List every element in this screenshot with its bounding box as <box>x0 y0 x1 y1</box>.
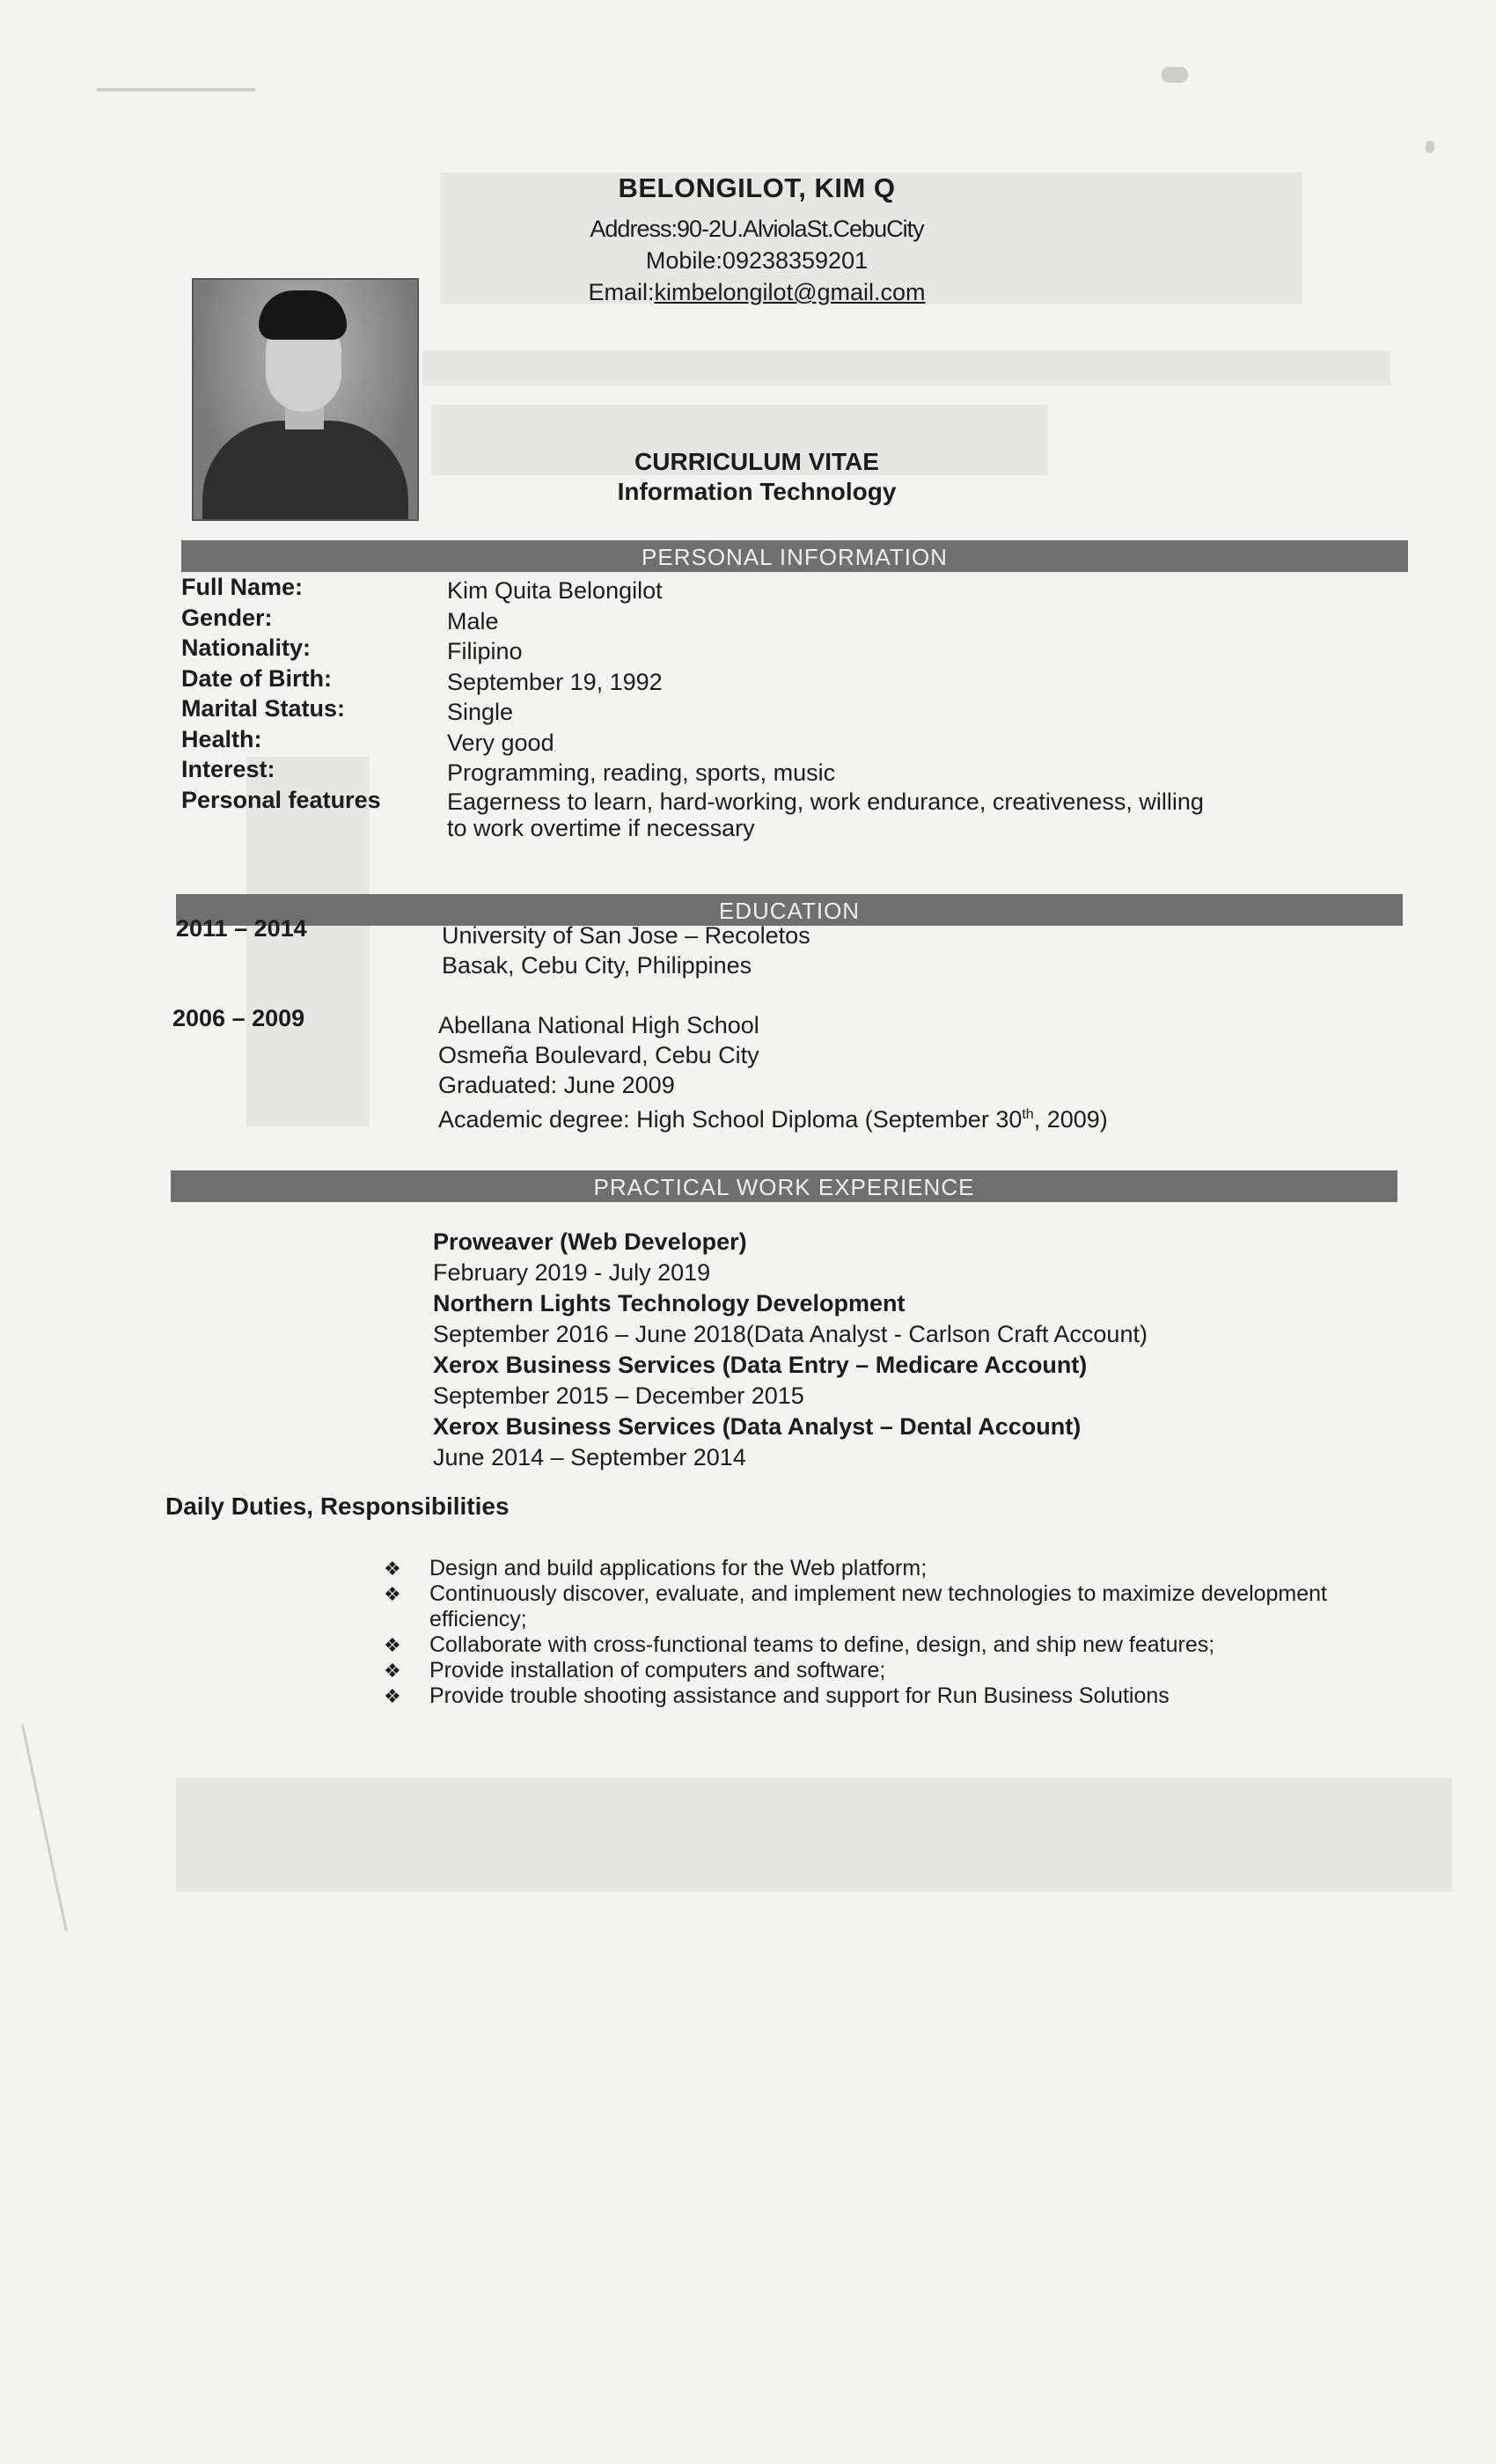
mobile-line: Mobile:09238359201 <box>645 247 869 274</box>
edu-years-university: 2011 – 2014 <box>176 915 307 942</box>
edu-school-name: Abellana National High School <box>438 1012 759 1038</box>
diamond-bullet-icon: ❖ <box>384 1583 401 1605</box>
cv-subtitle-line: Information Technology <box>617 478 897 505</box>
value-features-line2: to work overtime if necessary <box>447 814 755 841</box>
duty-item: ❖ Provide trouble shooting assistance and support for Run Business Solutions <box>384 1683 1170 1708</box>
applicant-name: BELONGILOT, KIM Q <box>618 172 896 203</box>
label-nationality: Nationality: <box>181 634 312 661</box>
duties-list <box>384 1556 1334 1709</box>
duties-title: Daily Duties, Responsibilities <box>165 1492 510 1520</box>
label-personal-features: Personal features <box>181 786 381 813</box>
section-band-education: EDUCATION <box>176 894 1403 926</box>
value-full-name: Kim Quita Belongilot <box>447 577 663 604</box>
duty-item: ❖ Collaborate with cross-functional teams to define, design, and ship new features; <box>384 1632 1215 1657</box>
edu-entry-highschool <box>438 1010 1108 1134</box>
duty-item: ❖ Design and build applications for the Web platform; <box>384 1556 928 1580</box>
email-line <box>493 276 1021 308</box>
section-band-work: PRACTICAL WORK EXPERIENCE <box>171 1170 1397 1202</box>
diamond-bullet-icon: ❖ <box>384 1634 401 1656</box>
edu-school-name: University of San Jose – Recoletos <box>442 922 810 949</box>
value-date-of-birth: September 19, 1992 <box>447 668 663 695</box>
email-link[interactable]: kimbelongilot@gmail.com <box>654 279 926 305</box>
label-marital-status: Marital Status: <box>181 695 346 722</box>
work-experience-list <box>433 1227 1148 1473</box>
edu-school-address: Basak, Cebu City, Philippines <box>442 952 752 979</box>
edu-years-highschool: 2006 – 2009 <box>172 1005 305 1031</box>
edu-entry-university <box>442 920 810 980</box>
work-company: Proweaver (Web Developer) <box>433 1228 747 1255</box>
cv-title-line: CURRICULUM VITAE <box>634 448 879 475</box>
work-company: Xerox Business Services (Data Analyst – Dental Account) <box>433 1413 1082 1440</box>
diamond-bullet-icon: ❖ <box>384 1685 401 1707</box>
work-company: Xerox Business Services (Data Entry – Medicare Account) <box>433 1352 1088 1378</box>
section-band-personal: PERSONAL INFORMATION <box>181 540 1408 572</box>
label-gender: Gender: <box>181 604 273 631</box>
edu-degree: Academic degree: High School Diploma (September 30th, 2009) <box>438 1106 1108 1133</box>
label-health: Health: <box>181 725 262 752</box>
value-gender: Male <box>447 607 499 634</box>
work-dates: September 2015 – December 2015 <box>433 1382 804 1409</box>
edu-school-address: Osmeña Boulevard, Cebu City <box>438 1042 759 1068</box>
value-interest: Programming, reading, sports, music <box>447 759 836 786</box>
personal-values <box>447 576 1327 841</box>
value-nationality: Filipino <box>447 638 523 664</box>
value-health: Very good <box>447 729 554 756</box>
value-features-line1: Eagerness to learn, hard-working, work endurance, creativeness, willing <box>447 788 1204 815</box>
email-label: Email: <box>588 279 655 305</box>
address-line: Address:90-2U.AlviolaSt.CebuCity <box>590 216 924 242</box>
duty-item: ❖ Continuously discover, evaluate, and implement new technologies to maximize development efficiency; <box>384 1581 1328 1632</box>
personal-labels <box>181 572 381 815</box>
diamond-bullet-icon: ❖ <box>384 1558 401 1580</box>
contact-header <box>493 172 1021 308</box>
person-photo <box>192 278 419 521</box>
cv-title <box>493 447 1021 507</box>
label-interest: Interest: <box>181 756 275 782</box>
label-date-of-birth: Date of Birth: <box>181 664 332 692</box>
work-dates: February 2019 - July 2019 <box>433 1259 711 1286</box>
edu-graduated: Graduated: June 2009 <box>438 1072 675 1098</box>
label-full-name: Full Name: <box>181 574 304 600</box>
work-dates: June 2014 – September 2014 <box>433 1444 746 1470</box>
work-dates: September 2016 – June 2018(Data Analyst - Carlson Craft Account) <box>433 1321 1148 1347</box>
duty-item: ❖ Provide installation of computers and software; <box>384 1658 886 1683</box>
work-company: Northern Lights Technology Development <box>433 1290 906 1316</box>
diamond-bullet-icon: ❖ <box>384 1660 401 1682</box>
value-marital-status: Single <box>447 699 514 725</box>
